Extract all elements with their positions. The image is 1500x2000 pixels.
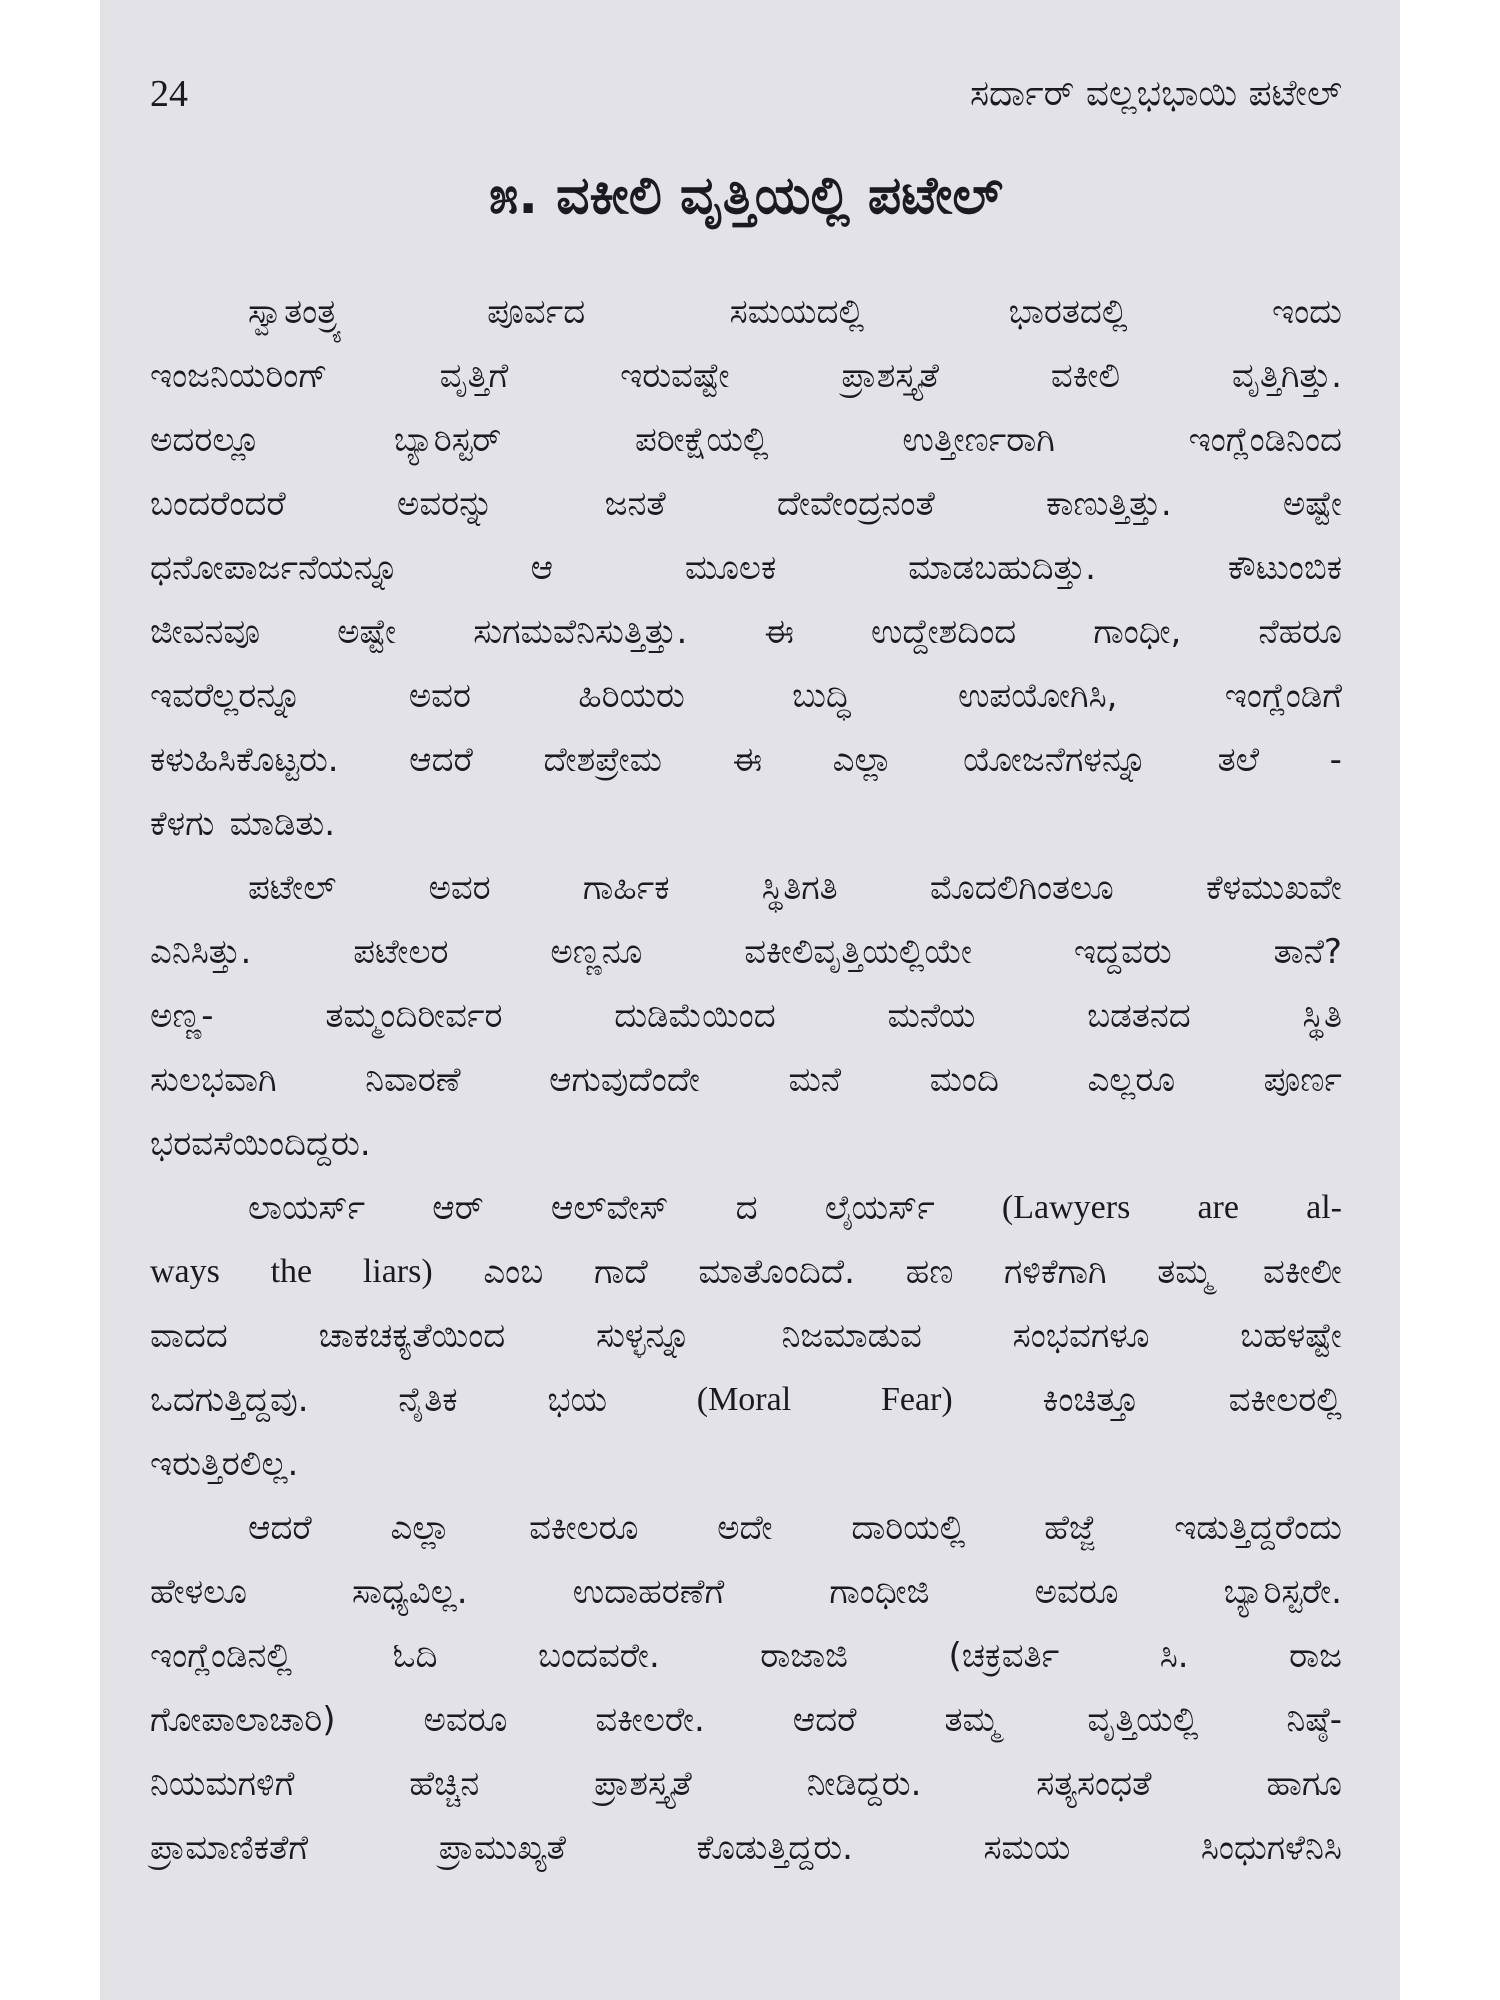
word: ರಾಜಾಜಿ <box>760 1636 848 1676</box>
word: ಬಂದವರೇ. <box>537 1636 660 1676</box>
word: ಆದರೆ <box>409 740 473 780</box>
text-line <box>150 664 1342 728</box>
word: ಎನಿಸಿತ್ತು. <box>150 932 252 972</box>
word: ಎಂಬ <box>483 1252 544 1292</box>
word: ಅಷ್ಟೇ <box>1282 484 1342 524</box>
word: ನಿಜಮಾಡುವ <box>781 1316 922 1356</box>
word: ಕಳುಹಿಸಿಕೊಟ್ಟರು. <box>150 740 339 780</box>
word: ಬ್ಯಾರಿಸ್ಟರೇ. <box>1223 1572 1342 1612</box>
word: ಯೋಜನೆಗಳನ್ನೂ <box>963 740 1148 780</box>
text-line <box>150 920 1342 984</box>
word: ಭಯ <box>547 1380 607 1420</box>
word: ಉಪಯೋಗಿಸಿ, <box>957 676 1118 716</box>
text-line <box>150 600 1342 664</box>
word: ಮಾತೊಂದಿದೆ. <box>698 1252 855 1292</box>
word: ಗಾರ್ಹಿಕ <box>582 868 670 908</box>
word: ಅವರೂ <box>1034 1572 1119 1612</box>
word: ಬ್ಯಾರಿಸ್ಟರ್ <box>393 420 502 460</box>
word: ಬಡತನದ <box>1087 996 1191 1036</box>
word: ಕೌಟುಂಬಿಕ <box>1227 548 1342 588</box>
word: ವೃತ್ತಿಗೆ <box>439 356 509 396</box>
word: ನೀಡಿದ್ದರು. <box>806 1764 922 1804</box>
word: ಪ್ರಾಮಾಣಿಕತೆಗೆ <box>150 1828 309 1868</box>
word: ಆ <box>530 548 554 588</box>
word: ಪ್ರಾಮುಖ್ಯತೆ <box>438 1828 566 1868</box>
word: ಸ್ಥಿತಿ <box>1302 996 1342 1036</box>
word: al- <box>1306 1189 1342 1226</box>
word: ಆಲ್‌ವೇಸ್ <box>550 1188 669 1228</box>
word: ಸ್ಥಿತಿಗತಿ <box>761 868 838 908</box>
word: ಇರುವಷ್ಟೇ <box>620 356 730 396</box>
word: ಇಂದು <box>1272 292 1342 332</box>
word: ವಕೀಲರೂ <box>529 1508 639 1548</box>
word: ಸಿ. <box>1159 1636 1189 1676</box>
text-line <box>150 1688 1342 1752</box>
word: ಪೂರ್ಣ <box>1263 1060 1342 1100</box>
chapter-title: ೫. ವಕೀಲಿ ವೃತ್ತಿಯಲ್ಲಿ ಪಟೇಲ್ <box>489 166 1003 226</box>
word: ಮೊದಲಿಗಿಂತಲೂ <box>929 868 1114 908</box>
paragraph <box>150 1176 1342 1496</box>
text-line <box>150 856 1342 920</box>
word: ಪ್ರಾಶಸ್ತ್ಯತೆ <box>841 356 940 396</box>
word: ಇವರೆಲ್ಲರನ್ನೂ <box>150 676 302 716</box>
word: ಜೀವನವೂ <box>150 612 261 652</box>
word: ಕೊಡುತ್ತಿದ್ದರು. <box>696 1828 853 1868</box>
word: ಲೈಯರ್ಸ್ <box>824 1188 935 1228</box>
running-head: ಸರ್ದಾರ್ ವಲ್ಲಭಭಾಯಿ ಪಟೇಲ್ <box>969 73 1342 114</box>
text-line <box>150 280 1342 344</box>
word: ಅವರ <box>408 676 471 716</box>
word: ನೆಹರೂ <box>1258 612 1342 652</box>
word: (ಚಕ್ರವರ್ತಿ <box>948 1636 1060 1676</box>
word: ಬಹಳಷ್ಟೇ <box>1240 1316 1342 1356</box>
word: ಸಂಭವಗಳೂ <box>1012 1316 1150 1356</box>
paragraph <box>150 856 1342 1176</box>
word: ಅದರಲ್ಲೂ <box>150 420 261 460</box>
word: ಇರುತ್ತಿರಲಿಲ್ಲ. <box>150 1444 299 1484</box>
word: ಗಾಂಧೀಜಿ <box>829 1572 930 1612</box>
page-number: 24 <box>150 73 188 115</box>
word: ವಕೀಲರೇ. <box>595 1700 705 1740</box>
word: ಹೇಳಲೂ <box>150 1572 247 1612</box>
word: ಪರೀಕ್ಷೆಯಲ್ಲಿ <box>635 420 769 460</box>
word: the <box>270 1253 313 1290</box>
paragraph <box>150 280 1342 856</box>
word: ಹೆಚ್ಚಿನ <box>409 1764 480 1804</box>
word: ಅಷ್ಟೇ <box>337 612 397 652</box>
word: ನೈತಿಕ <box>398 1380 458 1420</box>
word: (Moral <box>696 1381 792 1418</box>
word: ಸ್ವಾತಂತ್ರ್ಯ <box>248 292 343 332</box>
word: ಸಮಯ <box>983 1828 1071 1868</box>
word: ದೇವೇಂದ್ರನಂತೆ <box>776 484 935 524</box>
text-line <box>150 536 1342 600</box>
word: ಬುದ್ಧಿ <box>792 676 851 716</box>
word: ಭಾರತದಲ್ಲಿ <box>1008 292 1128 332</box>
word: ಜನತೆ <box>604 484 666 524</box>
word: ಆದರೆ <box>792 1700 857 1740</box>
text-line <box>150 1496 1342 1560</box>
word: ತಲೆ <box>1217 740 1260 780</box>
word: ಮಾಡಿತು. <box>229 804 336 844</box>
word: ಮನೆಯ <box>887 996 976 1036</box>
word: ಹೆಜ್ಜೆ <box>1044 1508 1096 1548</box>
word: ದುಡಿಮೆಯಿಂದ <box>614 996 776 1036</box>
word: ಚಾಕಚಕ್ಯತೆಯಿಂದ <box>318 1316 506 1356</box>
text-line <box>150 984 1342 1048</box>
word: ಮಾಡಬಹುದಿತ್ತು. <box>908 548 1096 588</box>
page-header <box>150 66 1342 122</box>
paragraph <box>150 1496 1342 1880</box>
word: ಗಳಿಕೆಗಾಗಿ <box>1004 1252 1107 1292</box>
word: ಸಮಯದಲ್ಲಿ <box>729 292 865 332</box>
word: ಪ್ರಾಶಸ್ತ್ಯತೆ <box>594 1764 692 1804</box>
text-line <box>150 1624 1342 1688</box>
word: ಮಂದಿ <box>929 1060 999 1100</box>
word: ರಾಜ <box>1289 1636 1342 1676</box>
text-line <box>150 1432 1342 1496</box>
word: ಪಟೇಲ್ <box>248 868 337 908</box>
word: ತಮ್ಮ <box>944 1700 1000 1740</box>
word: ಉತ್ತೀರ್ಣರಾಗಿ <box>902 420 1055 460</box>
word: ಆಗುವುದೆಂದೇ <box>549 1060 700 1100</box>
word: ವಕೀಲೀ <box>1262 1252 1342 1292</box>
word: ನಿಯಮಗಳಿಗೆ <box>150 1764 295 1804</box>
word: ವಕೀಲಿವೃತ್ತಿಯಲ್ಲಿಯೇ <box>744 932 972 972</box>
word: Fear) <box>880 1381 953 1418</box>
word: ಮನೆ <box>788 1060 842 1100</box>
word: ಎಲ್ಲಾ <box>390 1508 451 1548</box>
word: ವಕೀಲರಲ್ಲಿ <box>1228 1380 1342 1420</box>
word: ಹಣ <box>905 1252 954 1292</box>
word: ಪೂರ್ವದ <box>487 292 586 332</box>
word: ಧನೋಪಾರ್ಜನೆಯನ್ನೂ <box>150 548 399 588</box>
text-line <box>150 1048 1342 1112</box>
word: ಕೆಳಮುಖವೇ <box>1205 868 1342 908</box>
text-line <box>150 1176 1342 1240</box>
text-line <box>150 1560 1342 1624</box>
word: ಲಾಯರ್ಸ್ <box>248 1188 366 1228</box>
word: ಹಾಗೂ <box>1266 1764 1342 1804</box>
word: ವಕೀಲಿ <box>1050 356 1121 396</box>
word: ಅಣ್ಣನೂ <box>550 932 643 972</box>
text-line <box>150 1112 1342 1176</box>
text-line <box>150 408 1342 472</box>
word: ಬಂದರೆಂದರೆ <box>150 484 286 524</box>
word: ಹಿರಿಯರು <box>578 676 685 716</box>
word: ಸುಳ್ಳನ್ನೂ <box>596 1316 691 1356</box>
word: ಓದಿ <box>392 1636 438 1676</box>
word: ಒದಗುತ್ತಿದ್ದವು. <box>150 1380 309 1420</box>
text-line <box>150 728 1342 792</box>
word: ಸಿಂಧುಗಳೆನಿಸಿ <box>1200 1828 1342 1868</box>
word: ತಮ್ಮಂದಿರೀರ್ವರ <box>325 996 503 1036</box>
word: ವಾದದ <box>150 1316 228 1356</box>
word: ಇಂಗ್ಲೆಂಡಿನಿಂದ <box>1188 420 1342 460</box>
word: are <box>1197 1189 1239 1226</box>
word: ಗೋಪಾಲಾಚಾರಿ) <box>150 1700 336 1740</box>
word: ತಮ್ಮ <box>1157 1252 1213 1292</box>
word: - <box>1329 740 1342 780</box>
word: ಈ <box>764 612 794 652</box>
word: ಗಾಂಧೀ, <box>1093 612 1182 652</box>
word: ಆರ್ <box>432 1188 484 1228</box>
word: ಗಾದೆ <box>593 1252 648 1292</box>
text-line <box>150 344 1342 408</box>
word: ಈ <box>732 740 763 780</box>
text-line <box>150 1304 1342 1368</box>
word: ದಾರಿಯಲ್ಲಿ <box>851 1508 966 1548</box>
text-line <box>150 792 1342 856</box>
word: ಅದೇ <box>717 1508 773 1548</box>
book-page <box>100 0 1400 2000</box>
word: ಉದಾಹರಣೆಗೆ <box>572 1572 725 1612</box>
word: ಭರವಸೆಯಿಂದಿದ್ದರು. <box>150 1124 371 1164</box>
word: ಅವರನ್ನು <box>396 484 494 524</box>
word: ಎಲ್ಲರೂ <box>1087 1060 1176 1100</box>
word: ಪಟೇಲರ <box>353 932 449 972</box>
word: ಇಂಜನಿಯರಿಂಗ್ <box>150 356 328 396</box>
text-line <box>150 1752 1342 1816</box>
word: ಅಣ್ಣ- <box>150 996 214 1036</box>
word: ಸುಲಭವಾಗಿ <box>150 1060 277 1100</box>
word: ಆದರೆ <box>248 1508 312 1548</box>
word: ಎಲ್ಲಾ <box>832 740 893 780</box>
word: ಇಡುತ್ತಿದ್ದರೆಂದು <box>1174 1508 1342 1548</box>
word: ಅವರೂ <box>423 1700 508 1740</box>
word: ಕೆಳಗು <box>150 804 215 844</box>
word: liars) <box>362 1253 433 1290</box>
word: ಕಾಣುತ್ತಿತ್ತು. <box>1046 484 1172 524</box>
word: ಇದ್ದವರು <box>1073 932 1172 972</box>
word: ಸುಗಮವೆನಿಸುತ್ತಿತ್ತು. <box>473 612 688 652</box>
word: ಸಾಧ್ಯವಿಲ್ಲ. <box>352 1572 468 1612</box>
word: ವೃತ್ತಿಯಲ್ಲಿ <box>1087 1700 1199 1740</box>
word: (Lawyers <box>1001 1189 1131 1226</box>
text-line <box>150 1240 1342 1304</box>
word: ನಿವಾರಣೆ <box>365 1060 461 1100</box>
text-line <box>150 1368 1342 1432</box>
text-line <box>150 472 1342 536</box>
word: ದೇಶಪ್ರೇಮ <box>543 740 662 780</box>
word: ಕಿಂಚಿತ್ತೂ <box>1042 1380 1139 1420</box>
word: ದ <box>735 1188 758 1228</box>
word: ಇಂಗ್ಲೆಂಡಿಗೆ <box>1224 676 1342 716</box>
word: ಉದ್ದೇಶದಿಂದ <box>870 612 1017 652</box>
word: ನಿಷ್ಠೆ- <box>1286 1700 1342 1740</box>
word: ತಾನೆ? <box>1273 932 1342 972</box>
text-line <box>150 1816 1342 1880</box>
word: ಮೂಲಕ <box>684 548 777 588</box>
word: ways <box>150 1253 220 1290</box>
word: ವೃತ್ತಿಗಿತ್ತು. <box>1231 356 1342 396</box>
body-text <box>150 280 1342 1880</box>
word: ಅವರ <box>428 868 491 908</box>
word: ಇಂಗ್ಲೆಂಡಿನಲ್ಲಿ <box>150 1636 293 1676</box>
word: ಸತ್ಯಸಂಧತೆ <box>1036 1764 1152 1804</box>
